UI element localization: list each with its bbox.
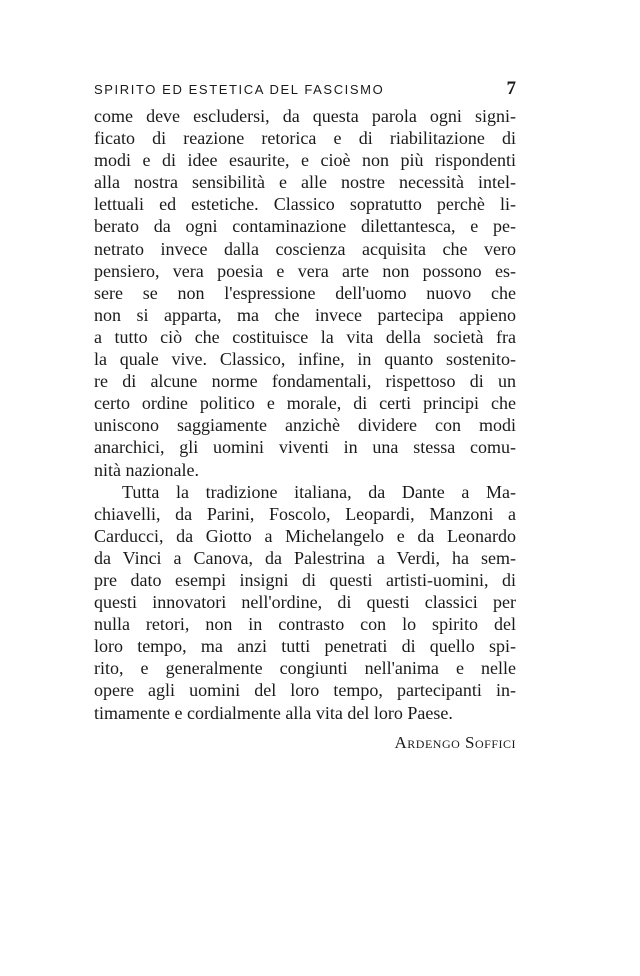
- text-line: opere agli uomini del loro tempo, partecipanti in-: [94, 680, 516, 701]
- text-line: chiavelli, da Parini, Foscolo, Leopardi, Manzoni a: [94, 503, 516, 524]
- text-line: certo ordine politico e morale, di certi principi che: [94, 393, 516, 414]
- running-title: SPIRITO ED ESTETICA DEL FASCISMO: [94, 82, 385, 97]
- text-line: berato da ogni contaminazione dilettantesca, e pe-: [94, 216, 516, 237]
- text-line: la quale vive. Classico, infine, in quanto sostenito-: [94, 349, 516, 370]
- text-line: loro tempo, ma anzi tutti penetrati di quello spi-: [94, 636, 516, 657]
- text-line: alla nostra sensibilità e alle nostre necessità intel-: [94, 172, 516, 193]
- text-line: nulla retori, non in contrasto con lo spirito del: [94, 614, 516, 635]
- text-line: netrato invece dalla coscienza acquisita che vero: [94, 238, 516, 259]
- text-line: ficato di reazione retorica e di riabilitazione di: [94, 128, 516, 149]
- page-number: 7: [506, 78, 516, 99]
- text-line: questi innovatori nell'ordine, di questi classici per: [94, 592, 516, 613]
- text-line: Tutta la tradizione italiana, da Dante a Ma-: [122, 481, 516, 502]
- text-line: non si apparta, ma che invece partecipa appieno: [94, 304, 516, 325]
- text-line: Carducci, da Giotto a Michelangelo e da Leonardo: [94, 525, 516, 546]
- text-line: rito, e generalmente congiunti nell'anima e nelle: [94, 658, 516, 679]
- text-line: pensiero, vera poesia e vera arte non possono es-: [94, 260, 516, 281]
- body-text: [94, 105, 516, 724]
- text-line: sere se non l'espressione dell'uomo nuovo che: [94, 282, 516, 303]
- text-line: pre dato esempi insigni di questi artisti-uomini, di: [94, 569, 516, 590]
- page-header: [94, 78, 516, 100]
- text-line: come deve escludersi, da questa parola ogni signi-: [94, 106, 516, 126]
- author-signature: Ardengo Soffici: [394, 733, 516, 752]
- text-line: timamente e cordialmente alla vita del loro Paese.: [94, 702, 453, 723]
- text-line: da Vinci a Canova, da Palestrina a Verdi, ha sem-: [94, 547, 516, 568]
- text-line: lettuali ed estetiche. Classico sopratutto perchè li-: [94, 194, 516, 215]
- text-line: nità nazionale.: [94, 459, 199, 480]
- text-line: modi e di idee esaurite, e cioè non più rispondenti: [94, 150, 516, 171]
- text-line: uniscono saggiamente anzichè dividere con modi: [94, 415, 516, 436]
- text-line: anarchici, gli uomini viventi in una stessa comu-: [94, 437, 516, 458]
- text-line: re di alcune norme fondamentali, rispettoso di un: [94, 371, 516, 392]
- text-line: a tutto ciò che costituisce la vita della società fra: [94, 326, 516, 347]
